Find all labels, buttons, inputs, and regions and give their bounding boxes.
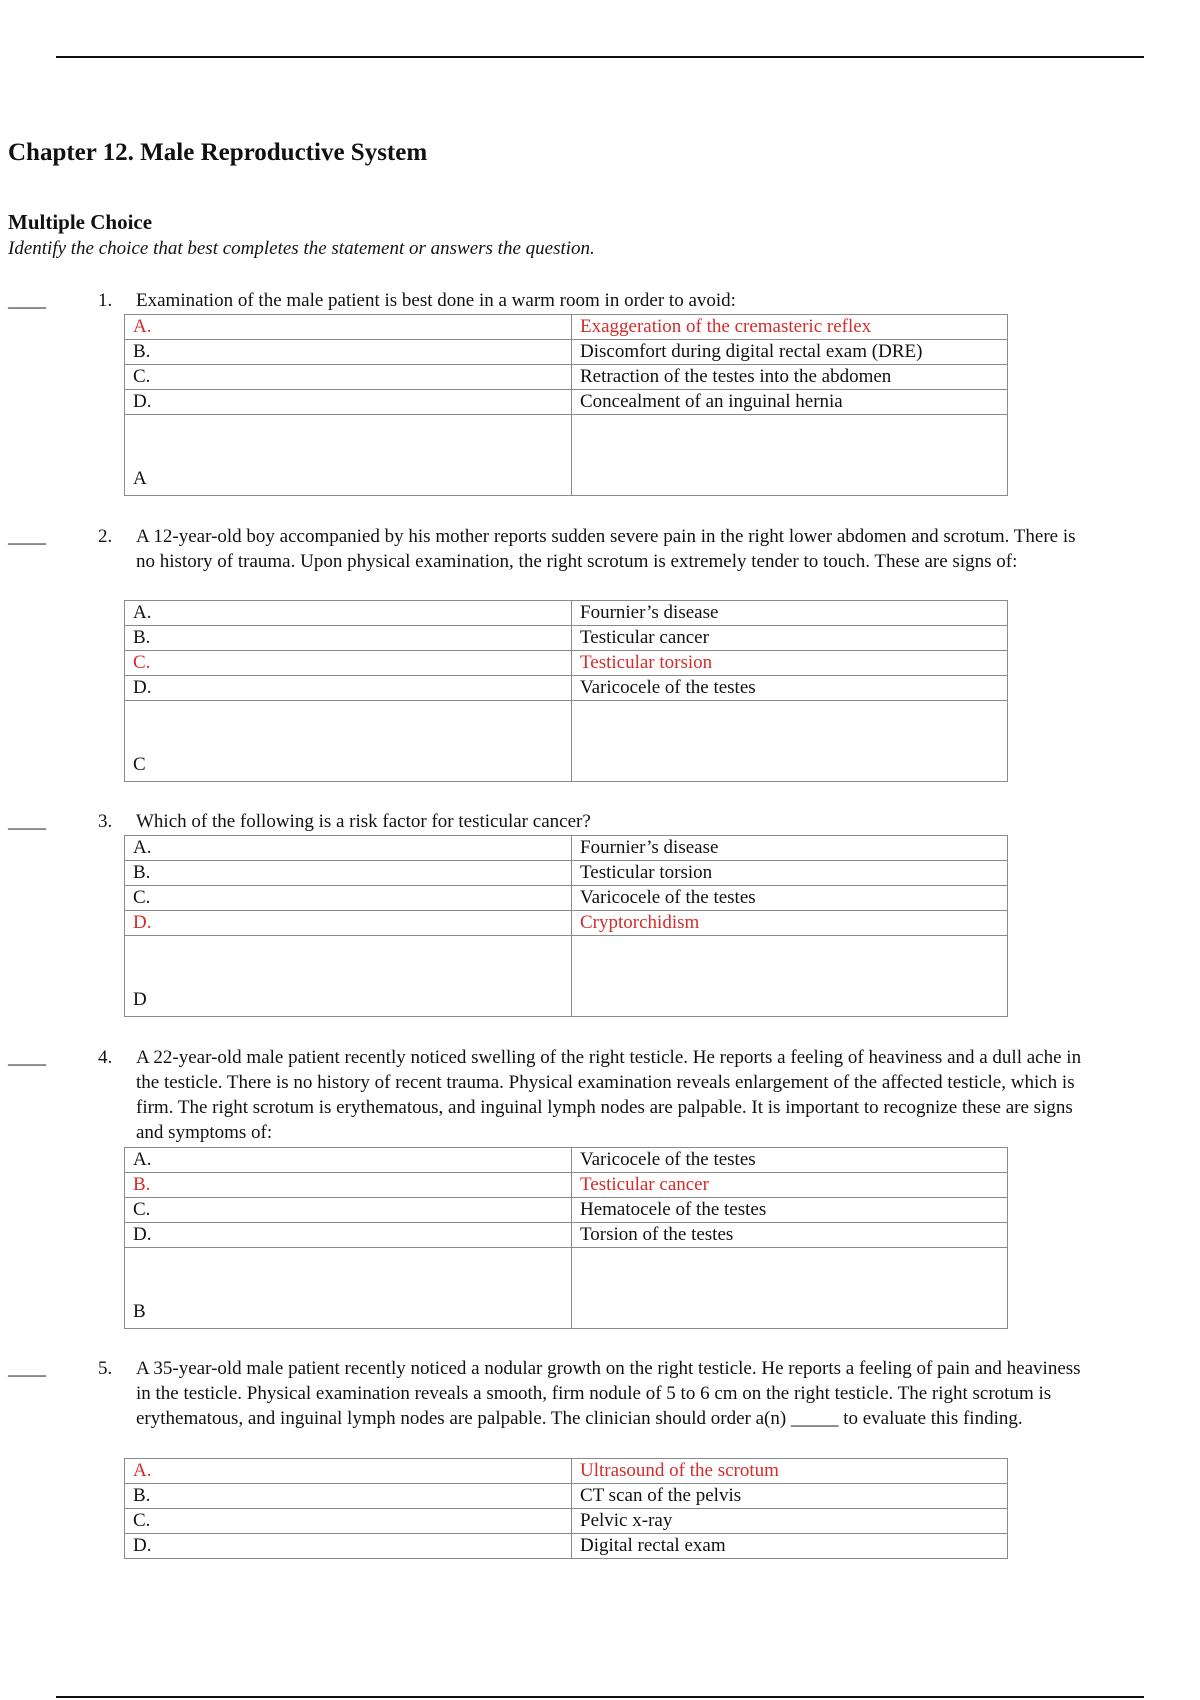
option-label: A. xyxy=(125,1148,572,1173)
question-stem: A 12-year-old boy accompanied by his mother reports sudden severe pain in the right lower abdomen and scrotum. There is no history of trauma. Upon physical examination, the right scrotum is extremely tender to touch. These are signs of: xyxy=(136,526,1076,572)
option-text: Concealment of an inguinal hernia xyxy=(572,390,1008,415)
option-text: Fournier’s disease xyxy=(572,836,1008,861)
option-label: C. xyxy=(125,651,572,676)
options-table xyxy=(124,600,1008,782)
option-text: Varicocele of the testes xyxy=(572,676,1008,701)
answer-blank: ____ xyxy=(8,1358,46,1379)
option-row[interactable] xyxy=(125,836,1008,861)
options-table xyxy=(124,1147,1008,1329)
option-text: Hematocele of the testes xyxy=(572,1198,1008,1223)
answer-blank: ____ xyxy=(8,290,46,311)
answer-spacer xyxy=(572,1248,1008,1329)
option-label: B. xyxy=(125,626,572,651)
option-label: C. xyxy=(125,1509,572,1534)
question-number: 4. xyxy=(98,1047,113,1068)
options-table xyxy=(124,1458,1008,1559)
option-text: Cryptorchidism xyxy=(572,911,1008,936)
option-label: A. xyxy=(125,601,572,626)
option-text: Torsion of the testes xyxy=(572,1223,1008,1248)
option-text: Varicocele of the testes xyxy=(572,1148,1008,1173)
option-text: Testicular cancer xyxy=(572,626,1008,651)
option-row[interactable] xyxy=(125,911,1008,936)
option-label: D. xyxy=(125,911,572,936)
option-text: Testicular torsion xyxy=(572,861,1008,886)
option-row[interactable] xyxy=(125,315,1008,340)
answer-spacer xyxy=(572,701,1008,782)
answer-spacer xyxy=(572,415,1008,496)
option-row[interactable] xyxy=(125,601,1008,626)
option-label: C. xyxy=(125,886,572,911)
option-row[interactable] xyxy=(125,365,1008,390)
answer-row xyxy=(125,936,1008,1017)
option-row[interactable] xyxy=(125,1509,1008,1534)
answer-key: D xyxy=(125,936,572,1017)
option-row[interactable] xyxy=(125,1198,1008,1223)
option-text: Discomfort during digital rectal exam (DRE) xyxy=(572,340,1008,365)
question-number: 5. xyxy=(98,1358,113,1379)
section-title: Multiple Choice xyxy=(8,210,153,234)
footer-rule xyxy=(56,1696,1144,1698)
option-text: Fournier’s disease xyxy=(572,601,1008,626)
question-number: 1. xyxy=(98,290,113,311)
option-label: B. xyxy=(125,340,572,365)
answer-spacer xyxy=(572,936,1008,1017)
answer-blank: ____ xyxy=(8,526,46,547)
option-label: D. xyxy=(125,1534,572,1559)
option-label: A. xyxy=(125,836,572,861)
answer-row xyxy=(125,415,1008,496)
option-text: Testicular cancer xyxy=(572,1173,1008,1198)
option-row[interactable] xyxy=(125,1223,1008,1248)
option-text: Digital rectal exam xyxy=(572,1534,1008,1559)
option-label: B. xyxy=(125,1173,572,1198)
option-label: C. xyxy=(125,365,572,390)
answer-blank: ____ xyxy=(8,811,46,832)
answer-key: C xyxy=(125,701,572,782)
option-row[interactable] xyxy=(125,340,1008,365)
option-row[interactable] xyxy=(125,886,1008,911)
option-row[interactable] xyxy=(125,1534,1008,1559)
option-row[interactable] xyxy=(125,390,1008,415)
question-number: 3. xyxy=(98,811,113,832)
answer-key: B xyxy=(125,1248,572,1329)
question-stem: A 35-year-old male patient recently noticed a nodular growth on the right testicle. He reports a feeling of pain and heaviness in the testicle. Physical examination reveals a smooth, firm nodule of 5 to 6 cm on the right testicle. The right scrotum is erythematous, and inguinal lymph nodes are palpable. The clinician should order a(n) _____ to evaluate this finding. xyxy=(136,1358,1081,1429)
option-text: Ultrasound of the scrotum xyxy=(572,1459,1008,1484)
option-text: Retraction of the testes into the abdomen xyxy=(572,365,1008,390)
options-table xyxy=(124,314,1008,496)
options-table xyxy=(124,835,1008,1017)
question-number: 2. xyxy=(98,526,113,547)
option-row[interactable] xyxy=(125,651,1008,676)
option-text: Testicular torsion xyxy=(572,651,1008,676)
option-label: A. xyxy=(125,1459,572,1484)
answer-row xyxy=(125,1248,1008,1329)
option-row[interactable] xyxy=(125,861,1008,886)
option-text: Varicocele of the testes xyxy=(572,886,1008,911)
answer-row xyxy=(125,701,1008,782)
chapter-title: Chapter 12. Male Reproductive System xyxy=(8,139,428,166)
header-rule xyxy=(56,56,1144,58)
option-row[interactable] xyxy=(125,626,1008,651)
option-row[interactable] xyxy=(125,1459,1008,1484)
option-text: CT scan of the pelvis xyxy=(572,1484,1008,1509)
option-label: D. xyxy=(125,1223,572,1248)
answer-blank: ____ xyxy=(8,1047,46,1068)
option-text: Exaggeration of the cremasteric reflex xyxy=(572,315,1008,340)
question-stem: Examination of the male patient is best done in a warm room in order to avoid: xyxy=(136,290,736,311)
option-label: B. xyxy=(125,1484,572,1509)
option-label: A. xyxy=(125,315,572,340)
option-row[interactable] xyxy=(125,676,1008,701)
option-label: D. xyxy=(125,676,572,701)
answer-key: A xyxy=(125,415,572,496)
option-label: D. xyxy=(125,390,572,415)
option-label: C. xyxy=(125,1198,572,1223)
question-stem: Which of the following is a risk factor for testicular cancer? xyxy=(136,811,591,832)
option-text: Pelvic x-ray xyxy=(572,1509,1008,1534)
question-stem: A 22-year-old male patient recently noticed swelling of the right testicle. He reports a feeling of heaviness and a dull ache in the testicle. There is no history of recent trauma. Physical examination reveals enlargement of the affected testicle, which is firm. The right scrotum is erythematous, and inguinal lymph nodes are palpable. It is important to recognize these are signs and symptoms of: xyxy=(136,1047,1082,1143)
option-label: B. xyxy=(125,861,572,886)
option-row[interactable] xyxy=(125,1484,1008,1509)
option-row[interactable] xyxy=(125,1173,1008,1198)
option-row[interactable] xyxy=(125,1148,1008,1173)
instructions: Identify the choice that best completes the statement or answers the question. xyxy=(8,238,595,259)
